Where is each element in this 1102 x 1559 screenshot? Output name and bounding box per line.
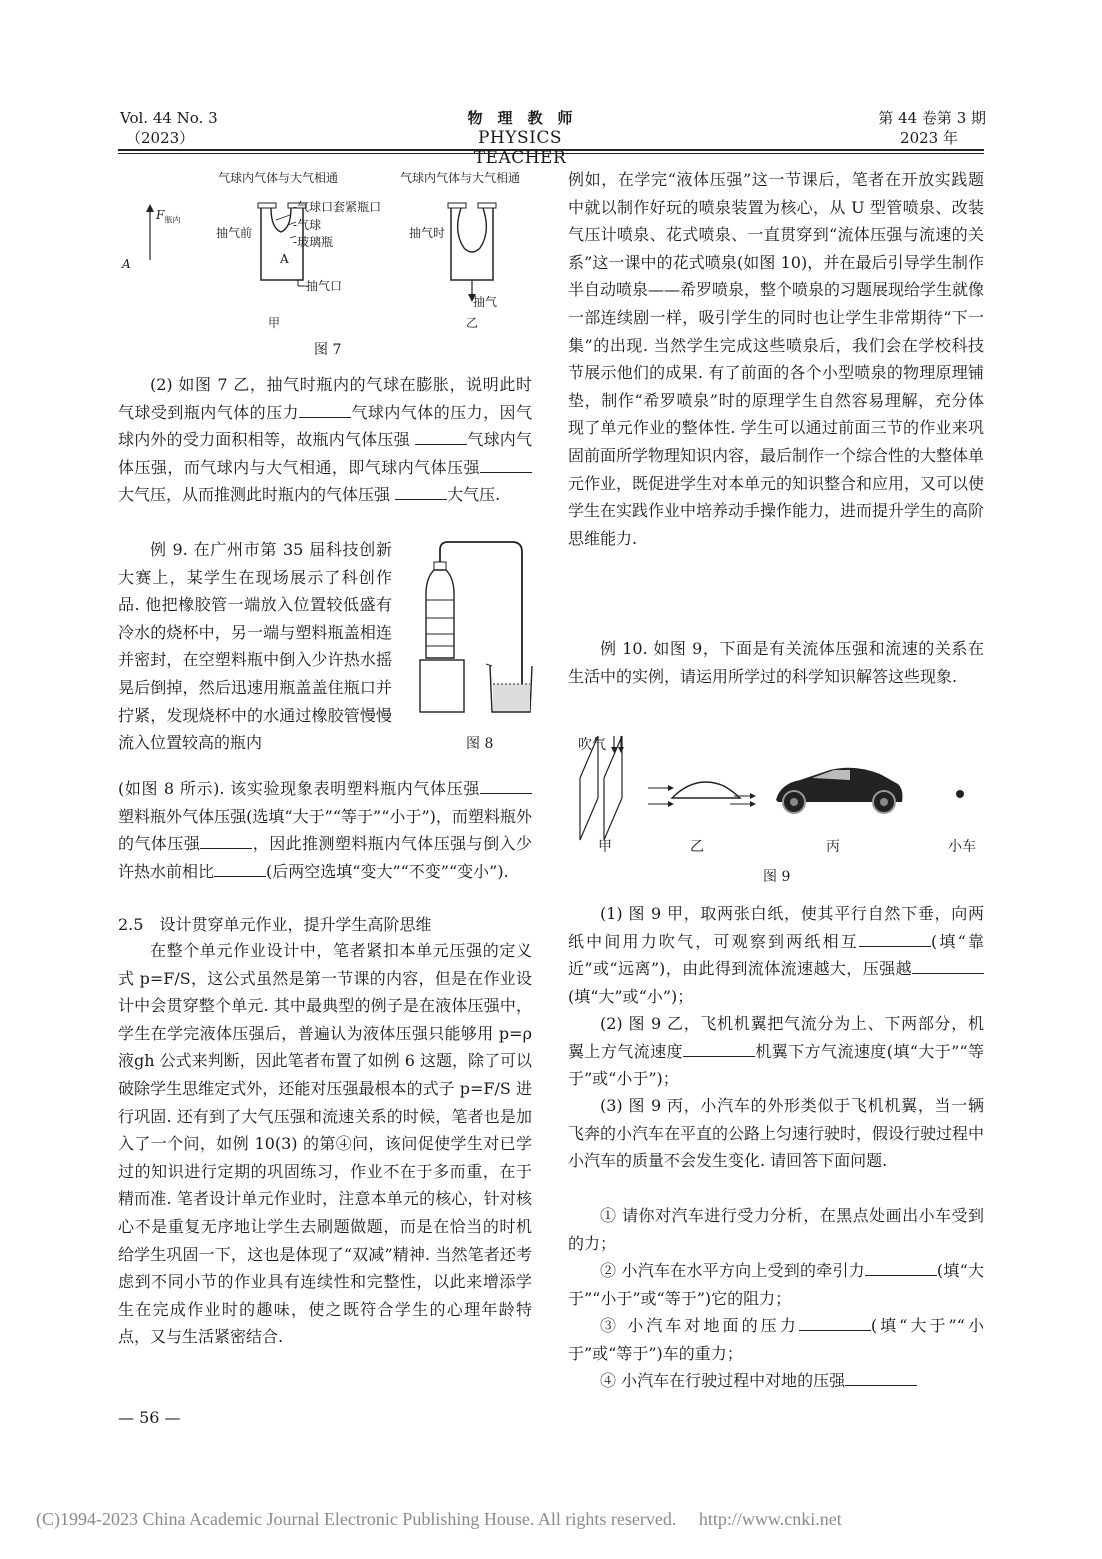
figure-7 (118, 160, 550, 360)
example-10-intro: 例 10. 如图 9，下面是有关流体压强和流速的关系在生活中的实例，请运用所学过的科学知识解答这些现象. (568, 639, 984, 686)
fig7-a-point: A (280, 252, 289, 266)
fig9-car: 小车 (948, 839, 976, 855)
fig9-blow-label: 吹气 (578, 737, 606, 753)
fig7-label-neck: -气球口套紧瓶口 (293, 200, 382, 214)
fig9-caption: 图 9 (763, 869, 791, 885)
copyright-notice: (C)1994-2023 China Academic Journal Electronic Publishing House. All rights reserved. http://www.cnki.net (36, 1509, 842, 1529)
fig7-label-top-a: 气球内气体与大气相通 (218, 171, 339, 185)
figure-9 (568, 728, 984, 858)
fig7-label-balloon: -气球 (293, 218, 322, 232)
issue-year: 2023 年 (900, 129, 958, 147)
fig7-caption: 图 7 (314, 342, 342, 358)
blank[interactable] (415, 443, 467, 445)
ex10-q1: (1) 图 9 甲，取两张白纸，使其平行自然下垂，向两纸中间用力吹气，可观察到两纸相互 (填“靠近”或“远离”)，由此得到流体流速越大，压强越(填“大”或“小”)； (568, 904, 984, 1006)
fig7-label-before: 抽气前 (216, 226, 253, 240)
section-paragraph: 在整个单元作业设计中，笔者紧扣本单元压强的定义式 p=F/S，这公式虽然是第一节课的内容，但是在作业设计中会贯穿整个单元. 其中最典型的例子是在液体压强中，学生在学完液体压强后，普遍认为液体压强只能够用 p=ρ液gh 公式来判断，因此笔者布置了如例 6 这题，除了可以破除学生思维定式外，还能对压强最根本的式子 p=F/S 进行巩固. 还有到了大气压强和流速关系的时候，笔者也是加入了一个问，如例 10(3) 的第④问，该问促使学生对已学过的知识进行定期的巩固练习，作业不在于多而重，在于精而准. 笔者设计单元作业时，注意本单元的核心，针对核心不是重复无序地让学生去刷题做题，而是在恰当的时机给学生巩固一下，这也是体现了“双减”精神. 当然笔者还考虑到不同小节的作业具有连续性和完整性，以此来增添学生在完成作业时的趣味，使之既符合学生的心理年龄特点，又与生活紧密结合. (118, 941, 532, 1347)
volume-number: Vol. 44 No. 3 (120, 109, 218, 127)
fig9-yi: 乙 (690, 839, 704, 855)
fig7-label-yi: 乙 (466, 316, 479, 330)
fig7-label-top-b: 气球内气体与大气相通 (400, 171, 521, 185)
page-number: — 56 — (118, 1408, 181, 1427)
fig7-force-label: $F_{瓶内}$ (156, 208, 181, 225)
blank[interactable] (395, 498, 447, 500)
header-rule-thin (118, 153, 984, 154)
blank[interactable] (865, 1274, 937, 1276)
header-journal (430, 108, 610, 168)
blank[interactable] (480, 792, 532, 794)
ex10-q3: (3) 图 9 丙，小汽车的外形类似于飞机机翼，当一辆飞奔的小汽车在平直的公路上匀速行驶时，假设行驶过程中小汽车的质量不会发生变化. 请回答下面问题. (568, 1096, 985, 1171)
header-volume (120, 108, 218, 148)
ex10-q3-3: ③ 小汽车对地面的压力 (填“大于”“小于”或“等于”)车的重力； (568, 1316, 984, 1363)
fig7-label-during: 抽气时 (409, 226, 446, 240)
fig7-label-port: 抽气口 (306, 279, 343, 293)
blank[interactable] (480, 471, 532, 473)
figure-9-drawing (568, 728, 984, 858)
blank[interactable] (683, 1055, 755, 1057)
header-issue (876, 108, 986, 148)
example-9-continuation: (如图 8 所示). 该实验现象表明塑料瓶内气体压强塑料瓶外气体压强(选填“大于”“等于”“小于”)，而塑料瓶外的气体压强 ，因此推测塑料瓶内气体压强与倒入少许热水前相比 (后两空选填“变大”“不变”“变小”). (118, 779, 532, 881)
fig7-label-jia: 甲 (268, 316, 281, 330)
ex10-q3-4: ④ 小汽车在行驶过程中对地的压强 (568, 1367, 984, 1395)
blank[interactable] (912, 972, 984, 974)
header-rule (118, 149, 984, 151)
fig7-a-label: A (122, 257, 131, 271)
fig9-jia: 甲 (598, 839, 612, 855)
journal-title-cn: 物 理 教 师 (467, 109, 573, 127)
ex10-q3-2: ② 小汽车在水平方向上受到的牵引力 (填“大于”“小于”或“等于”)它的阻力； (568, 1261, 984, 1308)
section-title: 2.5 设计贯穿单元作业，提升学生高阶思维 (118, 915, 432, 934)
fig7-label-pump: 抽气 (473, 295, 498, 309)
fig7-label-bottle: -玻璃瓶 (293, 235, 334, 249)
fig8-caption: 图 8 (466, 736, 494, 752)
journal-title-en: PHYSICS TEACHER (473, 128, 567, 168)
right-paragraph-1: 例如，在学完“液体压强”这一节课后，笔者在开放实践题中就以制作好玩的喷泉装置为核心，从 U 型管喷泉、改装气压计喷泉、花式喷泉、一直贯穿到“流体压强与流速的关系”这一课中的花式喷泉(如图 10)，并在最后引导学生制作半自动喷泉——希罗喷泉，整个喷泉的习题展现给学生就像一部连续剧一样，吸引学生的同时也让学生非常期待“下一集”的出现. 当然学生完成这些喷泉后，我们会在学校科技节展示他们的成果. 有了前面的各个小型喷泉的物理原理铺垫，制作“希罗喷泉”时的原理学生自然容易理解，充分体现了单元作业的整体性. 学生可以通过前面三节的作业来巩固前面所学物理知识内容，最后制作一个综合性的大整体单元作业，既促进学生对本单元的知识整合和应用，又可以使学生在实践作业中培养动手操作能力，进而提升学生的高阶思维能力. (568, 170, 985, 548)
blank[interactable] (799, 1329, 871, 1331)
ex10-q3-1: ① 请你对汽车进行受力分析，在黑点处画出小车受到的力； (568, 1206, 984, 1253)
issue-number: 第 44 卷第 3 期 (878, 109, 986, 127)
blank[interactable] (299, 416, 351, 418)
volume-year: （2023） (126, 129, 195, 147)
blank[interactable] (200, 847, 252, 849)
q2-paragraph: (2) 如图 7 乙，抽气时瓶内的气球在膨胀，说明此时气球受到瓶内气体的压力 气球内气体的压力，因气球内外的受力面积相等，故瓶内气体压强 气球内气体压强，而气球内与大气相通，即气球内气体压强大气压，从而推测此时瓶内的气体压强 大气压. (118, 375, 532, 505)
blank[interactable] (214, 875, 266, 877)
ex10-q2: (2) 图 9 乙，飞机机翼把气流分为上、下两部分，机翼上方气流速度 机翼下方气流速度(填“大于”“等于”或“小于”)； (568, 1014, 984, 1089)
blank[interactable] (859, 945, 931, 947)
fig9-bing: 丙 (826, 839, 840, 855)
blank[interactable] (845, 1384, 917, 1386)
example-9-text: 例 9. 在广州市第 35 届科技创新大赛上，某学生在现场展示了科创作品. 他把橡胶管一端放入位置较低盛有冷水的烧杯中，另一端与塑料瓶盖相连并密封，在空塑料瓶中倒入少许热水摇晃后倒掉，然后迅速用瓶盖盖住瓶口并拧紧，发现烧杯中的水通过橡胶管慢慢流入位置较高的瓶内 (118, 540, 392, 753)
figure-8-drawing (412, 538, 542, 718)
